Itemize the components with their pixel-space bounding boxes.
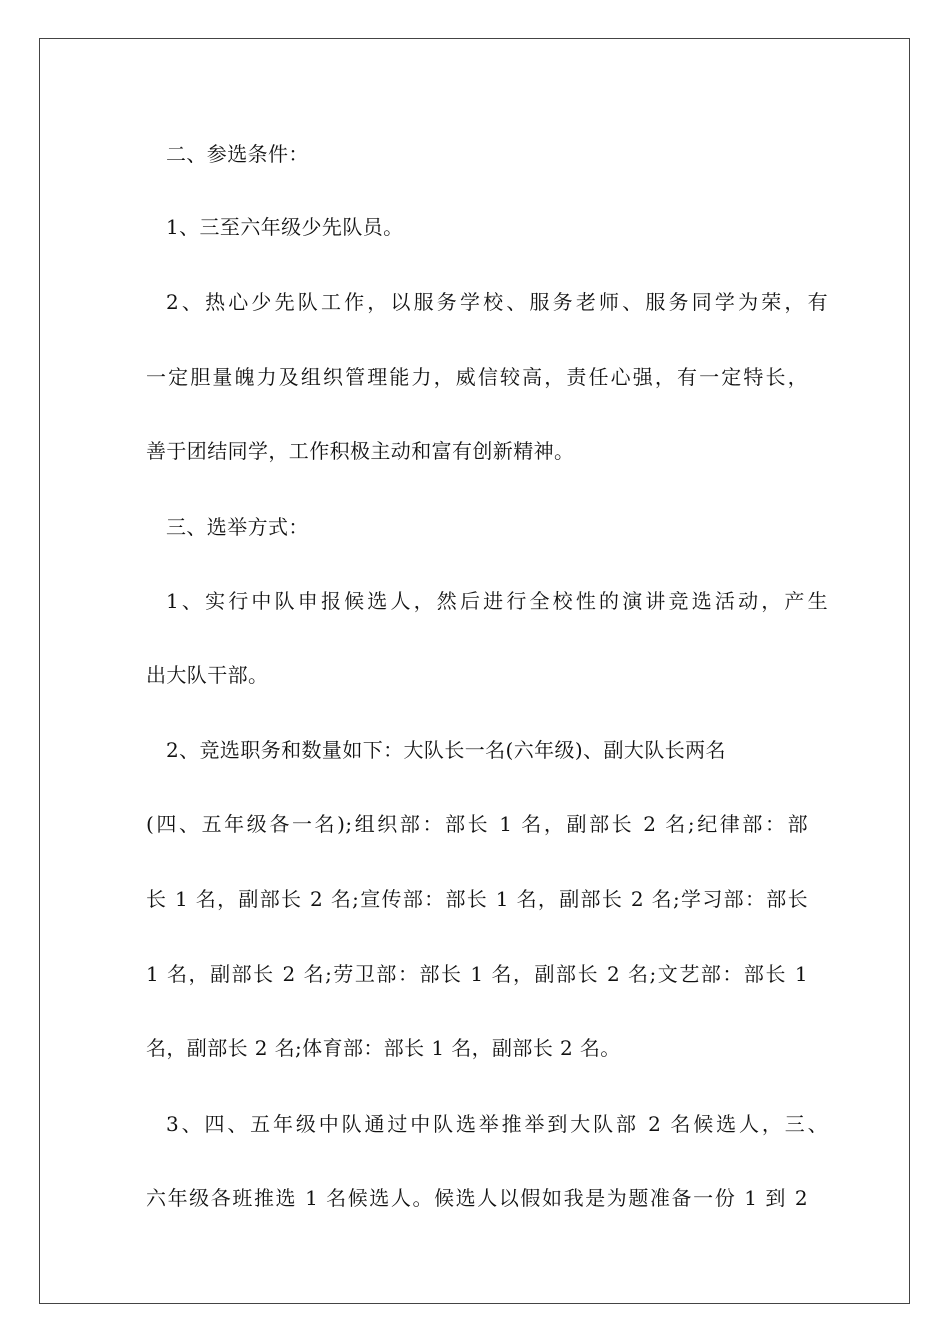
paragraph-line: (四、五年级各一名);组织部：部长 1 名，副部长 2 名;纪律部：部 [146, 812, 808, 836]
paragraph-line: 出大队干部。 [146, 663, 269, 687]
paragraph-line: 1、实行中队申报候选人，然后进行全校性的演讲竞选活动，产生 [166, 589, 828, 613]
paragraph-line: 1 名，副部长 2 名;劳卫部：部长 1 名，副部长 2 名;文艺部：部长 1 [146, 962, 808, 986]
paragraph-line: 2、热心少先队工作，以服务学校、服务老师、服务同学为荣，有 [166, 290, 828, 314]
paragraph-line: 3、四、五年级中队通过中队选举推举到大队部 2 名候选人，三、 [166, 1112, 828, 1136]
paragraph-line: 长 1 名，副部长 2 名;宣传部：部长 1 名，副部长 2 名;学习部：部长 [146, 887, 808, 911]
section-heading-conditions: 二、参选条件： [166, 142, 309, 166]
section-heading-election-method: 三、选举方式： [166, 515, 309, 539]
paragraph-line: 六年级各班推选 1 名候选人。候选人以假如我是为题准备一份 1 到 2 [146, 1186, 808, 1210]
paragraph-line: 1、三至六年级少先队员。 [166, 215, 404, 239]
paragraph-line: 善于团结同学，工作积极主动和富有创新精神。 [146, 439, 575, 463]
paragraph-line: 2、竞选职务和数量如下：大队长一名(六年级)、副大队长两名 [166, 738, 726, 762]
paragraph-line: 一定胆量魄力及组织管理能力，威信较高，责任心强，有一定特长， [146, 365, 808, 389]
paragraph-line: 名，副部长 2 名;体育部：部长 1 名，副部长 2 名。 [146, 1036, 621, 1060]
